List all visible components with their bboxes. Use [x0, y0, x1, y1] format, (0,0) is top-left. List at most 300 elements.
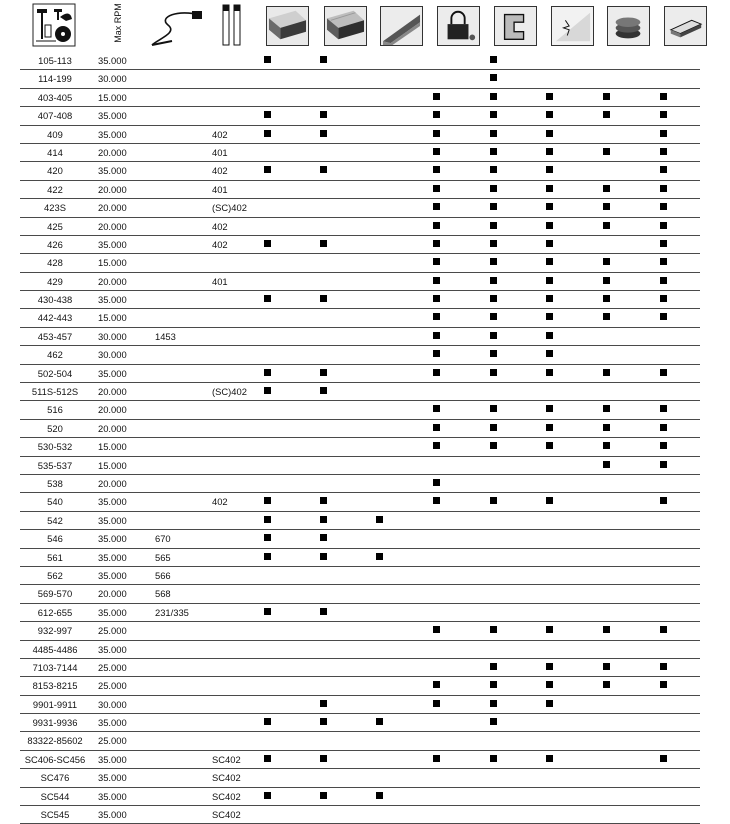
mandrel-cell: 402: [212, 220, 228, 232]
compat-mark-precious-metal: [603, 295, 610, 302]
rpm-cell: 25.000: [98, 661, 127, 673]
model-cell: 516: [47, 404, 63, 416]
table-row: [20, 714, 700, 732]
model-cell: 8153-8215: [32, 680, 78, 692]
compat-mark-steel: [490, 313, 497, 320]
table-row: [20, 622, 700, 640]
compat-mark-hardened-steel: [433, 369, 440, 376]
compat-mark-hardened-steel: [433, 258, 440, 265]
mandrel-cell: 402: [212, 128, 228, 140]
compat-mark-aluminium: [660, 424, 667, 431]
rpm-cell: 20.000: [98, 146, 127, 158]
flex-shaft-icon: [148, 3, 204, 49]
softwood-icon: [324, 6, 367, 46]
rpm-cell: 35.000: [98, 772, 127, 784]
compat-mark-plastic: [376, 792, 383, 799]
model-cell: 442-443: [37, 312, 73, 324]
compat-mark-steel: [490, 148, 497, 155]
compat-mark-steel: [490, 626, 497, 633]
rpm-cell: 20.000: [98, 202, 127, 214]
rpm-cell: 20.000: [98, 422, 127, 434]
table-row: [20, 218, 700, 236]
model-cell: 83322-85602: [27, 735, 83, 747]
compat-mark-glass-ceramic: [546, 222, 553, 229]
mandrel-cell: 401: [212, 275, 228, 287]
precious-metal-icon: [607, 6, 650, 46]
rpm-cell: 35.000: [98, 569, 127, 581]
compat-mark-plastic: [376, 516, 383, 523]
compat-mark-glass-ceramic: [546, 258, 553, 265]
table-row: [20, 806, 700, 824]
compat-mark-glass-ceramic: [546, 626, 553, 633]
compat-mark-softwood: [320, 608, 327, 615]
compat-mark-hardened-steel: [433, 424, 440, 431]
compat-mark-precious-metal: [603, 442, 610, 449]
compat-mark-hardened-steel: [433, 332, 440, 339]
compat-mark-glass-ceramic: [546, 755, 553, 762]
compat-mark-glass-ceramic: [546, 93, 553, 100]
compat-mark-glass-ceramic: [546, 166, 553, 173]
model-cell: 409: [47, 128, 63, 140]
compat-mark-glass-ceramic: [546, 240, 553, 247]
model-cell: 407-408: [37, 110, 73, 122]
table-row: [20, 236, 700, 254]
compat-mark-hardwood: [264, 240, 271, 247]
compat-mark-softwood: [320, 553, 327, 560]
compat-mark-precious-metal: [603, 313, 610, 320]
compat-mark-hardwood: [264, 111, 271, 118]
model-cell: 932-997: [37, 625, 73, 637]
compat-mark-softwood: [320, 534, 327, 541]
compat-mark-softwood: [320, 130, 327, 137]
compat-mark-hardened-steel: [433, 405, 440, 412]
model-cell: 425: [47, 220, 63, 232]
table-row: [20, 512, 700, 530]
compat-mark-glass-ceramic: [546, 663, 553, 670]
hardened-steel-icon: [437, 6, 480, 46]
compat-mark-glass-ceramic: [546, 497, 553, 504]
compat-mark-hardwood: [264, 534, 271, 541]
compat-mark-hardwood: [264, 497, 271, 504]
compat-mark-hardwood: [264, 295, 271, 302]
rpm-cell: 15.000: [98, 257, 127, 269]
aluminium-icon: [664, 6, 707, 46]
mandrel-cell: SC402: [212, 772, 241, 784]
compat-mark-hardened-steel: [433, 479, 440, 486]
compat-mark-steel: [490, 295, 497, 302]
rpm-cell: 25.000: [98, 680, 127, 692]
steel-icon: [494, 6, 537, 46]
compat-mark-aluminium: [660, 663, 667, 670]
compat-mark-precious-metal: [603, 626, 610, 633]
compat-mark-hardened-steel: [433, 148, 440, 155]
mandrel-cell: 402: [212, 238, 228, 250]
compat-mark-aluminium: [660, 111, 667, 118]
compat-mark-plastic: [376, 718, 383, 725]
table-row: [20, 438, 700, 456]
model-cell: 453-457: [37, 330, 73, 342]
table-row: [20, 530, 700, 548]
compat-mark-aluminium: [660, 93, 667, 100]
rpm-cell: 20.000: [98, 275, 127, 287]
model-cell: 4485-4486: [32, 643, 78, 655]
compat-mark-precious-metal: [603, 203, 610, 210]
compat-mark-glass-ceramic: [546, 332, 553, 339]
compat-mark-hardened-steel: [433, 313, 440, 320]
compat-mark-aluminium: [660, 240, 667, 247]
rpm-cell: 30.000: [98, 73, 127, 85]
compat-mark-aluminium: [660, 461, 667, 468]
model-cell: 422: [47, 183, 63, 195]
glass-ceramic-icon: [551, 6, 594, 46]
compat-mark-aluminium: [660, 681, 667, 688]
compat-mark-steel: [490, 166, 497, 173]
compat-mark-precious-metal: [603, 681, 610, 688]
table-row: [20, 254, 700, 272]
compat-mark-glass-ceramic: [546, 700, 553, 707]
model-cell: 520: [47, 422, 63, 434]
compat-mark-hardwood: [264, 792, 271, 799]
model-cell: 426: [47, 238, 63, 250]
compat-mark-steel: [490, 350, 497, 357]
table-row: [20, 126, 700, 144]
compat-mark-hardened-steel: [433, 626, 440, 633]
table-row: [20, 585, 700, 603]
table-row: [20, 309, 700, 327]
rpm-cell: 35.000: [98, 514, 127, 526]
rpm-cell: 35.000: [98, 533, 127, 545]
model-cell: 562: [47, 569, 63, 581]
model-cell: 9931-9936: [32, 717, 78, 729]
table-row: [20, 751, 700, 769]
table-row: [20, 144, 700, 162]
model-cell: 429: [47, 275, 63, 287]
rpm-cell: 35.000: [98, 496, 127, 508]
compat-mark-aluminium: [660, 626, 667, 633]
compat-mark-aluminium: [660, 130, 667, 137]
compat-mark-softwood: [320, 240, 327, 247]
model-cell: SC406-SC456: [24, 753, 86, 765]
table-row: [20, 107, 700, 125]
rpm-cell: 35.000: [98, 809, 127, 821]
rpm-cell: 35.000: [98, 110, 127, 122]
compat-mark-glass-ceramic: [546, 185, 553, 192]
model-cell: SC545: [40, 809, 70, 821]
compat-mark-hardened-steel: [433, 295, 440, 302]
table-row: [20, 328, 700, 346]
model-cell: 420: [47, 165, 63, 177]
accessory-cell: 565: [155, 551, 171, 563]
model-cell: 535-537: [37, 459, 73, 471]
compat-mark-hardwood: [264, 56, 271, 63]
compat-mark-glass-ceramic: [546, 350, 553, 357]
max-rpm-header: [111, 0, 125, 48]
rpm-cell: 35.000: [98, 128, 127, 140]
mandrel-cell: 402: [212, 165, 228, 177]
model-cell: 540: [47, 496, 63, 508]
compat-mark-hardened-steel: [433, 240, 440, 247]
compat-mark-hardened-steel: [433, 203, 440, 210]
rpm-cell: 35.000: [98, 606, 127, 618]
table-row: [20, 457, 700, 475]
table-row: [20, 696, 700, 714]
model-cell: 542: [47, 514, 63, 526]
compat-mark-aluminium: [660, 295, 667, 302]
rpm-cell: 20.000: [98, 588, 127, 600]
table-row: [20, 493, 700, 511]
table-row: [20, 788, 700, 806]
model-cell: 9901-9911: [32, 698, 78, 710]
table-row: [20, 549, 700, 567]
rpm-cell: 15.000: [98, 459, 127, 471]
rpm-cell: 35.000: [98, 643, 127, 655]
compat-mark-aluminium: [660, 755, 667, 762]
compat-mark-hardwood: [264, 516, 271, 523]
model-cell: 7103-7144: [32, 661, 78, 673]
accessory-cell: 568: [155, 588, 171, 600]
compat-mark-softwood: [320, 792, 327, 799]
table-row: [20, 420, 700, 438]
table-row: [20, 677, 700, 695]
mandrel-cell: (SC)402: [212, 386, 247, 398]
compat-mark-steel: [490, 93, 497, 100]
compat-mark-softwood: [320, 295, 327, 302]
model-cell: 569-570: [37, 588, 73, 600]
rpm-cell: 20.000: [98, 183, 127, 195]
compat-mark-hardened-steel: [433, 755, 440, 762]
compat-mark-softwood: [320, 56, 327, 63]
mandrel-cell: SC402: [212, 753, 241, 765]
model-cell: 538: [47, 477, 63, 489]
compat-mark-hardened-steel: [433, 130, 440, 137]
table-row: [20, 346, 700, 364]
compat-mark-hardwood: [264, 369, 271, 376]
rpm-cell: 20.000: [98, 404, 127, 416]
compat-mark-glass-ceramic: [546, 313, 553, 320]
model-cell: 414: [47, 146, 63, 158]
compat-mark-steel: [490, 700, 497, 707]
compat-mark-precious-metal: [603, 424, 610, 431]
compat-mark-steel: [490, 663, 497, 670]
rpm-cell: 20.000: [98, 386, 127, 398]
rpm-cell: 15.000: [98, 312, 127, 324]
table-row: [20, 475, 700, 493]
model-cell: 105-113: [38, 55, 72, 66]
compat-mark-steel: [490, 203, 497, 210]
compat-mark-hardened-steel: [433, 93, 440, 100]
compat-mark-precious-metal: [603, 258, 610, 265]
compat-mark-hardwood: [264, 387, 271, 394]
compat-mark-glass-ceramic: [546, 405, 553, 412]
table-row: [20, 732, 700, 750]
compat-mark-softwood: [320, 369, 327, 376]
compat-mark-aluminium: [660, 148, 667, 155]
model-cell: 423S: [44, 202, 66, 214]
mandrel-cell: SC402: [212, 790, 241, 802]
max-rpm-label: Max RPM: [113, 3, 123, 43]
compat-mark-steel: [490, 718, 497, 725]
compat-mark-steel: [490, 222, 497, 229]
mandrel-cell: SC402: [212, 809, 241, 821]
compat-mark-hardened-steel: [433, 442, 440, 449]
compat-mark-steel: [490, 111, 497, 118]
compat-mark-hardened-steel: [433, 277, 440, 284]
compat-mark-precious-metal: [603, 222, 610, 229]
compat-mark-steel: [490, 240, 497, 247]
compat-mark-steel: [490, 332, 497, 339]
model-cell: 561: [47, 551, 63, 563]
compat-mark-hardwood: [264, 166, 271, 173]
compat-mark-softwood: [320, 755, 327, 762]
compat-mark-aluminium: [660, 166, 667, 173]
compat-mark-softwood: [320, 387, 327, 394]
compat-mark-hardened-steel: [433, 166, 440, 173]
rpm-cell: 35.000: [98, 367, 127, 379]
compat-mark-aluminium: [660, 185, 667, 192]
compat-mark-aluminium: [660, 497, 667, 504]
rpm-cell: 25.000: [98, 625, 127, 637]
mandrel-cell: 401: [212, 183, 228, 195]
plastic-icon: [380, 6, 423, 46]
compat-mark-softwood: [320, 166, 327, 173]
compat-mark-steel: [490, 405, 497, 412]
compat-mark-steel: [490, 74, 497, 81]
compat-mark-glass-ceramic: [546, 130, 553, 137]
compat-mark-precious-metal: [603, 148, 610, 155]
model-cell: 428: [47, 257, 63, 269]
compat-mark-glass-ceramic: [546, 681, 553, 688]
table-header: [0, 0, 730, 50]
compat-mark-precious-metal: [603, 663, 610, 670]
rpm-cell: 35.000: [98, 717, 127, 729]
compat-mark-precious-metal: [603, 277, 610, 284]
accessory-cell: 1453: [155, 330, 176, 342]
table-row: [20, 641, 700, 659]
compat-mark-steel: [490, 277, 497, 284]
model-cell: SC476: [40, 772, 70, 784]
compat-mark-steel: [490, 130, 497, 137]
compat-mark-steel: [490, 56, 497, 63]
compat-mark-softwood: [320, 516, 327, 523]
rpm-cell: 35.000: [98, 753, 127, 765]
compat-mark-hardened-steel: [433, 700, 440, 707]
compat-mark-hardwood: [264, 718, 271, 725]
rpm-cell: 30.000: [98, 698, 127, 710]
compat-mark-steel: [490, 681, 497, 688]
compat-mark-glass-ceramic: [546, 424, 553, 431]
compat-mark-precious-metal: [603, 111, 610, 118]
model-cell: 530-532: [37, 441, 73, 453]
compat-mark-steel: [490, 185, 497, 192]
compat-mark-precious-metal: [603, 185, 610, 192]
rpm-cell: 35.000: [98, 551, 127, 563]
table-row: [20, 567, 700, 585]
compatibility-table: [20, 52, 700, 824]
rpm-cell: 35.000: [98, 165, 127, 177]
compat-mark-precious-metal: [603, 93, 610, 100]
compat-mark-steel: [490, 497, 497, 504]
mandrel-cell: 402: [212, 496, 228, 508]
compat-mark-precious-metal: [603, 405, 610, 412]
compat-mark-plastic: [376, 553, 383, 560]
compat-mark-hardwood: [264, 755, 271, 762]
table-row: [20, 181, 700, 199]
rpm-cell: 30.000: [98, 330, 127, 342]
rpm-cell: 30.000: [98, 349, 127, 361]
compat-mark-aluminium: [660, 313, 667, 320]
compat-mark-precious-metal: [603, 461, 610, 468]
table-row: [20, 199, 700, 217]
compat-mark-glass-ceramic: [546, 203, 553, 210]
model-cell: 511S-512S: [31, 386, 79, 398]
table-row: [20, 365, 700, 383]
compat-mark-aluminium: [660, 258, 667, 265]
compat-mark-hardened-steel: [433, 681, 440, 688]
compat-mark-hardened-steel: [433, 497, 440, 504]
compat-mark-hardwood: [264, 130, 271, 137]
model-cell: 502-504: [37, 367, 73, 379]
compat-mark-softwood: [320, 700, 327, 707]
compat-mark-steel: [490, 442, 497, 449]
model-cell: 403-405: [37, 91, 73, 103]
mandrel-cell: (SC)402: [212, 202, 247, 214]
compat-mark-aluminium: [660, 442, 667, 449]
table-row: [20, 383, 700, 401]
model-cell: 612-655: [37, 606, 73, 618]
table-row: [20, 70, 700, 88]
mandrel-icon: [220, 3, 244, 49]
rpm-cell: 15.000: [98, 91, 127, 103]
table-row: [20, 89, 700, 107]
compat-mark-glass-ceramic: [546, 148, 553, 155]
model-cell: 114-199: [38, 73, 72, 85]
compat-mark-aluminium: [660, 405, 667, 412]
accessory-cell: 231/335: [155, 606, 189, 618]
accessory-cell: 566: [155, 569, 171, 581]
table-row: [20, 162, 700, 180]
compat-mark-hardened-steel: [433, 111, 440, 118]
compat-mark-steel: [490, 755, 497, 762]
hardwood-icon: [266, 6, 309, 46]
rpm-cell: 25.000: [98, 735, 127, 747]
rpm-cell: 15.000: [98, 441, 127, 453]
compat-mark-hardened-steel: [433, 222, 440, 229]
table-row: [20, 291, 700, 309]
model-cell: 546: [47, 533, 63, 545]
compat-mark-hardwood: [264, 553, 271, 560]
compat-mark-aluminium: [660, 277, 667, 284]
compat-mark-hardened-steel: [433, 185, 440, 192]
compat-mark-softwood: [320, 497, 327, 504]
rpm-cell: 20.000: [98, 220, 127, 232]
compat-mark-glass-ceramic: [546, 111, 553, 118]
compat-mark-steel: [490, 258, 497, 265]
compat-mark-aluminium: [660, 369, 667, 376]
compat-mark-glass-ceramic: [546, 277, 553, 284]
compat-mark-softwood: [320, 718, 327, 725]
rpm-cell: 35.000: [98, 294, 127, 306]
compat-mark-glass-ceramic: [546, 295, 553, 302]
rpm-cell: 20.000: [98, 477, 127, 489]
compat-mark-hardwood: [264, 608, 271, 615]
compat-mark-hardened-steel: [433, 350, 440, 357]
model-cell: 462: [47, 349, 63, 361]
rpm-cell: 35.000: [98, 238, 127, 250]
accessory-cell: 670: [155, 533, 171, 545]
compat-mark-aluminium: [660, 203, 667, 210]
compat-mark-softwood: [320, 111, 327, 118]
compat-mark-steel: [490, 424, 497, 431]
